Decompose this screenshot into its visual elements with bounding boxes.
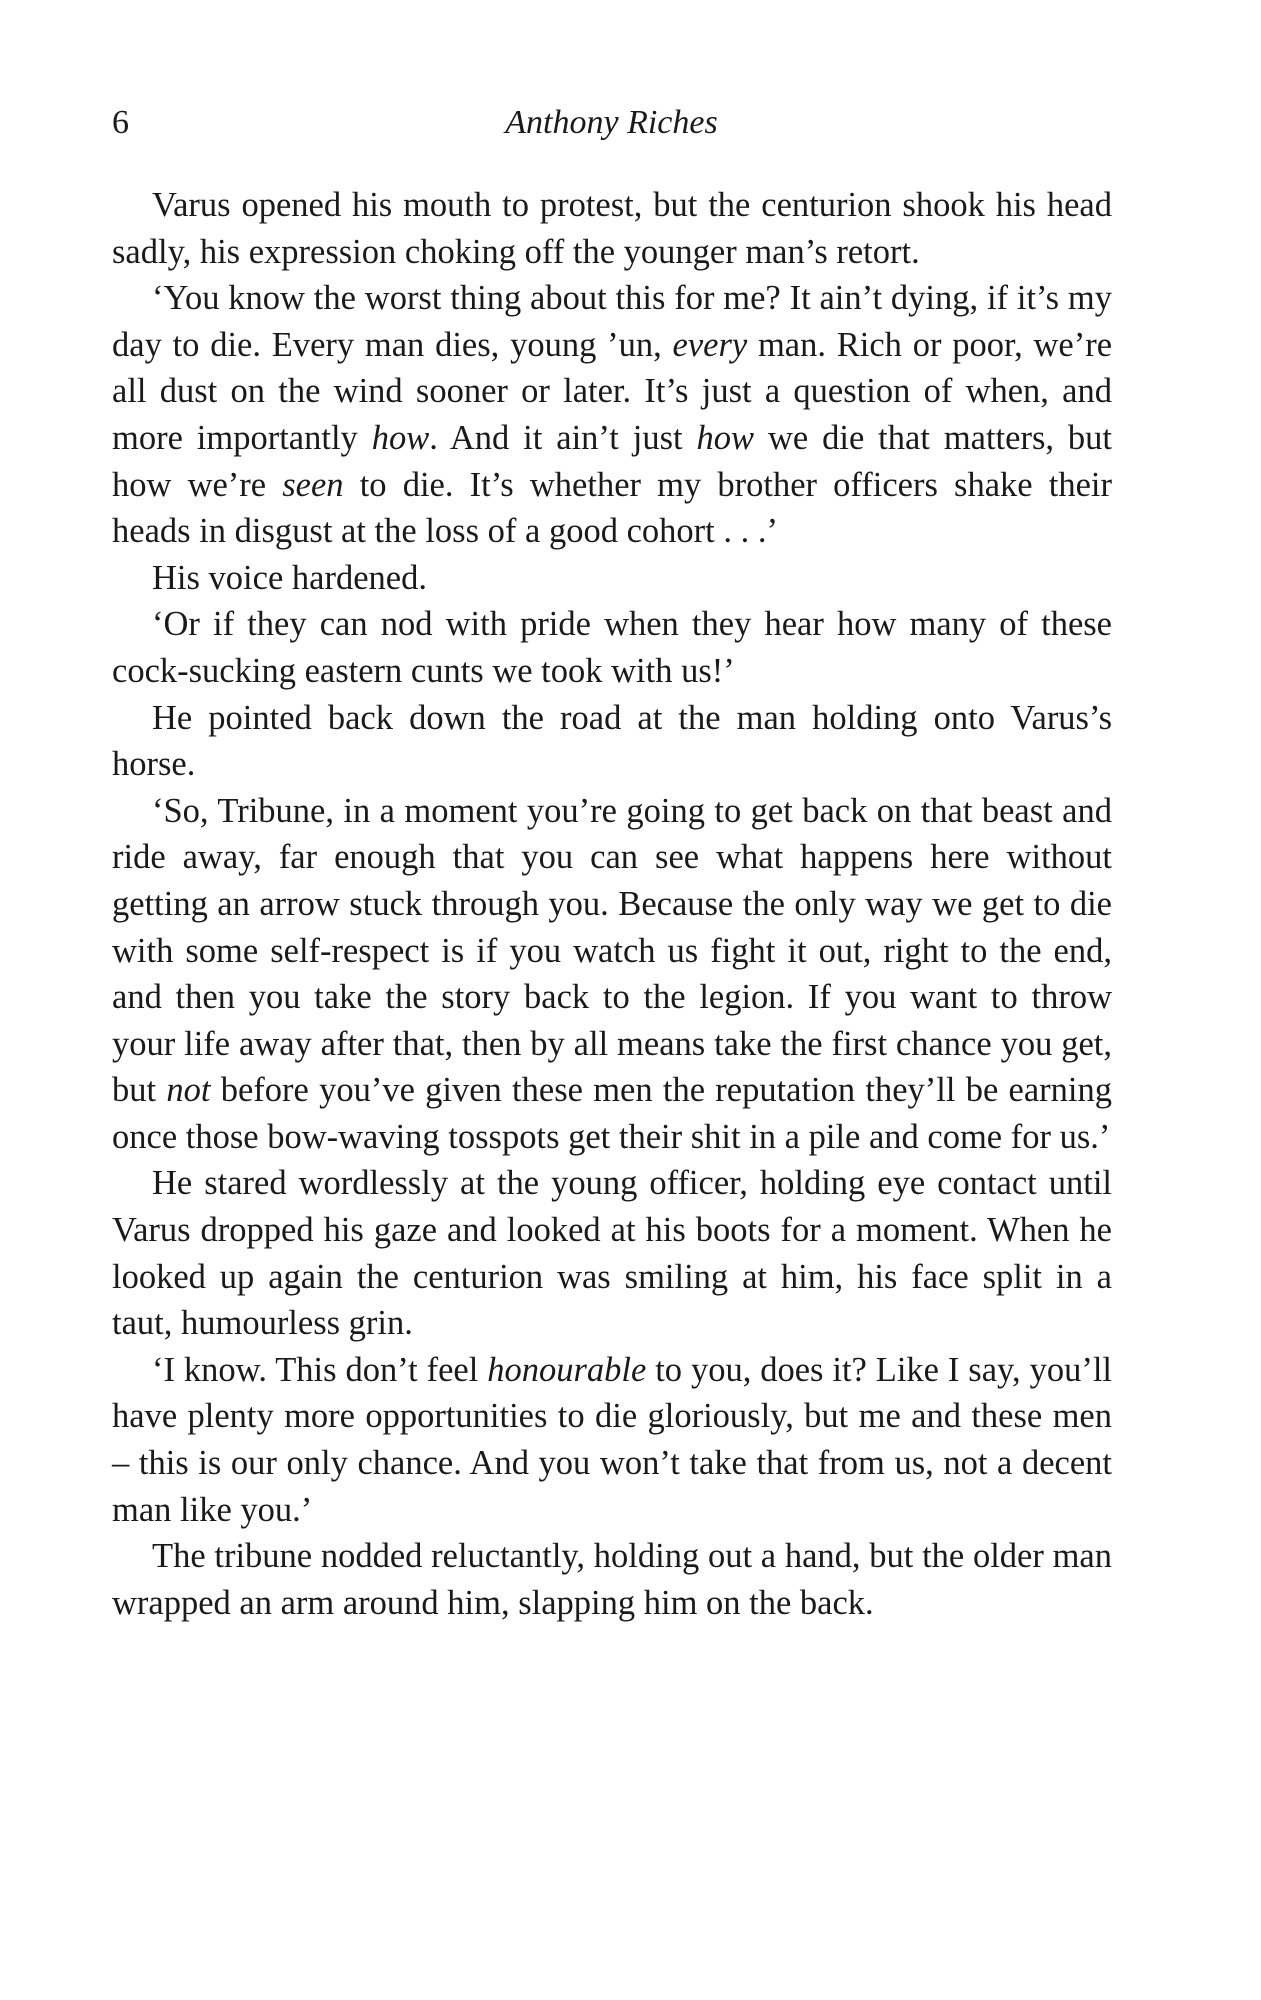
italic-run: not: [166, 1071, 211, 1110]
text-run: He stared wordlessly at the young officer, holding eye contact until Varus dropped his gaze and looked at his boots for a moment. When he looked up again the centurion was smiling at him, his face split in a taut, humourless grin.: [112, 1164, 1112, 1343]
text-run: to you, does it? Like I say, you’ll have plenty more opportunities to die gloriously, but me and these men – this is our only chance. And you won’t take that from us, not a decent man like you.’: [112, 1350, 1112, 1529]
paragraph: [112, 555, 1112, 602]
text-run: His voice hardened.: [152, 558, 427, 597]
paragraph: [112, 601, 1112, 694]
italic-run: honourable: [487, 1350, 647, 1389]
text-run: man. Rich or poor, we’re all dust on the wind sooner or later. It’s just a question of when, and more importantly: [112, 325, 1113, 457]
paragraph: [112, 695, 1112, 788]
text-run: The tribune nodded reluctantly, holding out a hand, but the older man wrapped an arm around him, slapping him on the back.: [112, 1537, 1112, 1622]
italic-run: how: [696, 418, 755, 457]
paragraph: [112, 275, 1112, 555]
paragraph: [112, 788, 1112, 1161]
paragraph: [112, 1160, 1112, 1346]
page-number: 6: [112, 104, 129, 141]
text-run: before you’ve given these men the reputation they’ll be earning once those bow-waving tosspots get their shit in a pile and come for us.’: [112, 1071, 1112, 1156]
italic-run: how: [371, 418, 430, 457]
paragraph: [112, 182, 1112, 275]
text-run: ‘So, Tribune, in a moment you’re going to get back on that beast and ride away, far enough that you can see what happens here without getting an arrow stuck through you. Because the only way we get to die with some self-respect is if you watch us fight it out, right to the end, and then you take the story back to the legion. If you want to throw your life away after that, then by all means take the first chance you get, but: [112, 791, 1112, 1110]
paragraph: [112, 1533, 1112, 1626]
body-text: [112, 182, 1112, 1626]
italic-run: seen: [282, 465, 344, 504]
text-run: . And it ain’t just: [429, 418, 697, 457]
page-header: [112, 104, 1111, 154]
text-run: we die that matters, but how we’re: [112, 418, 1112, 504]
italic-run: every: [672, 325, 748, 364]
text-run: He pointed back down the road at the man holding onto Varus’s horse.: [112, 698, 1112, 784]
text-run: ‘Or if they can nod with pride when they hear how many of these cock-sucking eastern cunts we took with us!’: [112, 605, 1112, 690]
text-run: Varus opened his mouth to protest, but the centurion shook his head sadly, his expression choking off the younger man’s retort.: [112, 186, 1112, 271]
text-run: to die. It’s whether my brother officers shake their heads in disgust at the loss of a good cohort . . .’: [112, 465, 1112, 551]
paragraph: [112, 1347, 1112, 1533]
running-head-author: Anthony Riches: [505, 104, 718, 141]
text-run: ‘I know. This don’t feel: [152, 1350, 488, 1389]
text-run: ‘You know the worst thing about this for me? It ain’t dying, if it’s my day to die. Every man dies, young ’un,: [112, 279, 1112, 364]
